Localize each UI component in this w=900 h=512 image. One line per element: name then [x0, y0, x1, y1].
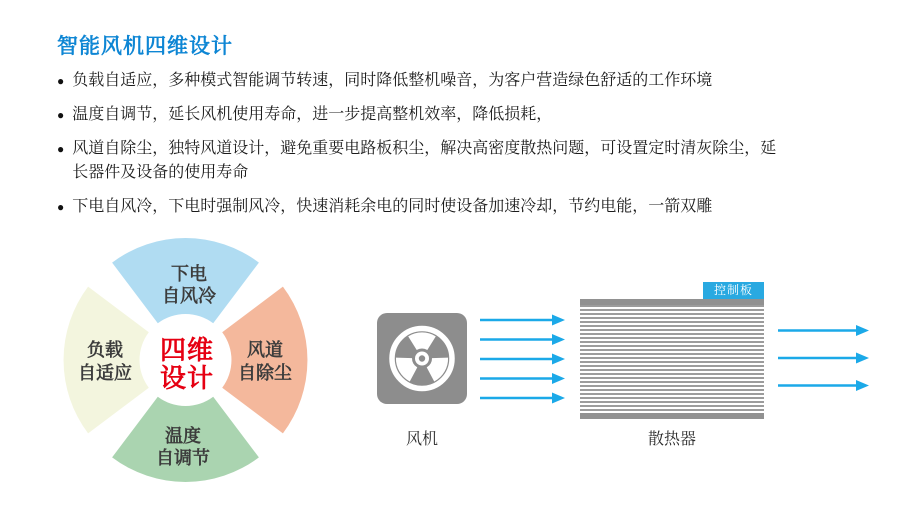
bullet-text: 温度自调节，延长风机使用寿命，进一步提高整机效率，降低损耗， [72, 106, 553, 123]
petal-load-adaptive [64, 287, 149, 434]
list-item [57, 69, 789, 93]
bullet-icon: ● [57, 142, 65, 156]
fan-icon [377, 313, 467, 404]
petal-label: 自除尘 [238, 363, 292, 383]
list-item [57, 103, 789, 127]
petal-label: 下电 [171, 264, 207, 284]
airflow-arrows-out [776, 320, 871, 392]
bullet-text: 风道自除尘，独特风道设计，避免重要电路板积尘，解决高密度散热问题，可设置定时清灰除尘，延长器件及设备的使用寿命 [72, 140, 777, 181]
bullet-icon: ● [57, 200, 65, 214]
airflow-arrows-in [478, 312, 570, 407]
bullet-text: 负载自适应，多种模式智能调节转速，同时降低整机噪音，为客户营造绿色舒适的工作环境 [72, 72, 713, 89]
heatsink-graphic [580, 299, 764, 419]
four-dimension-diagram [63, 238, 308, 482]
petal-label: 自调节 [156, 448, 210, 468]
page-title: 智能风机四维设计 [57, 35, 233, 58]
center-title: 设计 [159, 363, 215, 393]
list-item [57, 137, 789, 185]
fan-caption: 风机 [405, 431, 438, 448]
petal-label: 自适应 [78, 363, 132, 383]
control-board-label: 控制板 [703, 282, 764, 299]
bullet-icon: ● [57, 74, 65, 88]
petal-label: 负载 [87, 340, 123, 360]
petal-duct-dust-removal [222, 287, 307, 434]
petal-label: 自风冷 [162, 286, 216, 306]
heatsink-caption: 散热器 [647, 431, 696, 448]
bullet-icon: ● [57, 108, 65, 122]
petal-label: 温度 [165, 426, 201, 446]
list-item [57, 195, 789, 219]
bullet-text: 下电自风冷，下电时强制风冷，快速消耗余电的同时使设备加速冷却，节约电能，一箭双雕 [72, 198, 713, 215]
feature-list [57, 69, 789, 229]
center-title: 四维 [159, 335, 215, 365]
petal-label: 风道 [247, 340, 283, 360]
